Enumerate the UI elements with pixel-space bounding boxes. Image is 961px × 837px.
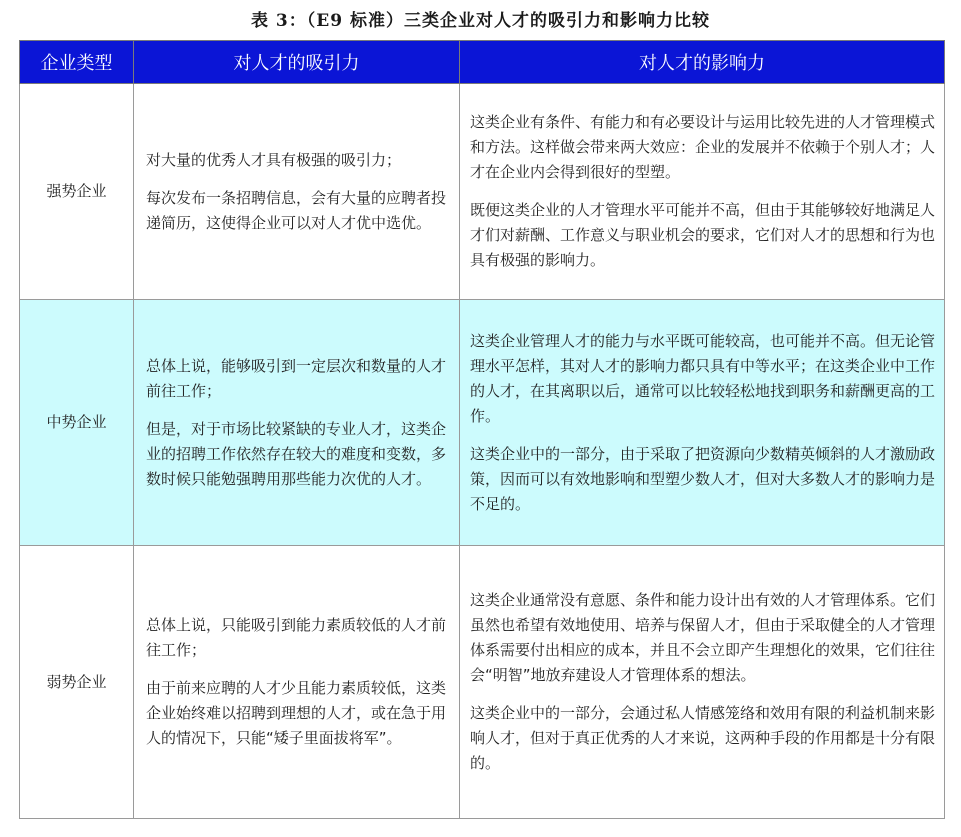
influence-paragraph: 这类企业有条件、有能力和有必要设计与运用比较先进的人才管理模式和方法。这样做会带来两大效应：企业的发展并不依赖于个别人才；人才在企业内会得到很好的型塑。 xyxy=(470,113,936,181)
influence-cell xyxy=(460,84,945,300)
header-attraction: 对人才的吸引力 xyxy=(134,41,460,84)
attraction-paragraph: 但是，对于市场比较紧缺的专业人才，这类企业的招聘工作依然存在较大的难度和变数，多数时候只能勉强聘用那些能力次优的人才。 xyxy=(146,419,447,488)
attraction-cell xyxy=(134,300,460,546)
influence-cell xyxy=(460,300,945,546)
header-company-type: 企业类型 xyxy=(20,41,134,84)
header-influence: 对人才的影响力 xyxy=(460,41,945,84)
attraction-paragraph: 总体上说，能够吸引到一定层次和数量的人才前往工作； xyxy=(146,356,447,400)
table-row xyxy=(20,546,945,819)
influence-paragraph: 既便这类企业的人才管理水平可能并不高，但由于其能够较好地满足人才们对薪酬、工作意义与职业机会的要求，它们对人才的思想和行为也具有极强的影响力。 xyxy=(470,201,936,269)
influence-paragraph: 这类企业通常没有意愿、条件和能力设计出有效的人才管理体系。它们虽然也希望有效地使用、培养与保留人才，但由于采取健全的人才管理体系需要付出相应的成本，并且不会立即产生理想化的效果，它们往往会“明智”地放弃建设人才管理体系的想法。 xyxy=(470,591,936,684)
attraction-paragraph: 对大量的优秀人才具有极强的吸引力； xyxy=(146,150,402,169)
company-type-cell: 中势企业 xyxy=(20,300,134,546)
attraction-cell xyxy=(134,84,460,300)
table-row xyxy=(20,84,945,300)
company-type-cell: 强势企业 xyxy=(20,84,134,300)
table-row xyxy=(20,300,945,546)
company-type-cell: 弱势企业 xyxy=(20,546,134,819)
attraction-paragraph: 每次发布一条招聘信息，会有大量的应聘者投递简历，这使得企业可以对人才优中选优。 xyxy=(146,188,447,232)
influence-paragraph: 这类企业中的一部分，由于采取了把资源向少数精英倾斜的人才激励政策，因而可以有效地影响和型塑少数人才，但对大多数人才的影响力是不足的。 xyxy=(470,444,936,513)
influence-paragraph: 这类企业管理人才的能力与水平既可能较高，也可能并不高。但无论管理水平怎样，其对人才的影响力都只具有中等水平；在这类企业中工作的人才，在其离职以后，通常可以比较轻松地找到职务和薪酬更高的工作。 xyxy=(470,331,936,425)
influence-cell xyxy=(460,546,945,819)
influence-paragraph: 这类企业中的一部分，会通过私人情感笼络和效用有限的利益机制来影响人才，但对于真正优秀的人才来说，这两种手段的作用都是十分有限的。 xyxy=(470,704,936,772)
table-caption: 表 3：（E9 标准）三类企业对人才的吸引力和影响力比较 xyxy=(251,11,710,31)
attraction-paragraph: 由于前来应聘的人才少且能力素质较低，这类企业始终难以招聘到理想的人才，或在急于用人的情况下，只能“矮子里面拔将军”。 xyxy=(146,679,447,747)
comparison-table xyxy=(19,40,945,819)
attraction-paragraph: 总体上说，只能吸引到能力素质较低的人才前往工作； xyxy=(146,616,447,659)
attraction-cell xyxy=(134,546,460,819)
table-header-row xyxy=(20,41,945,84)
